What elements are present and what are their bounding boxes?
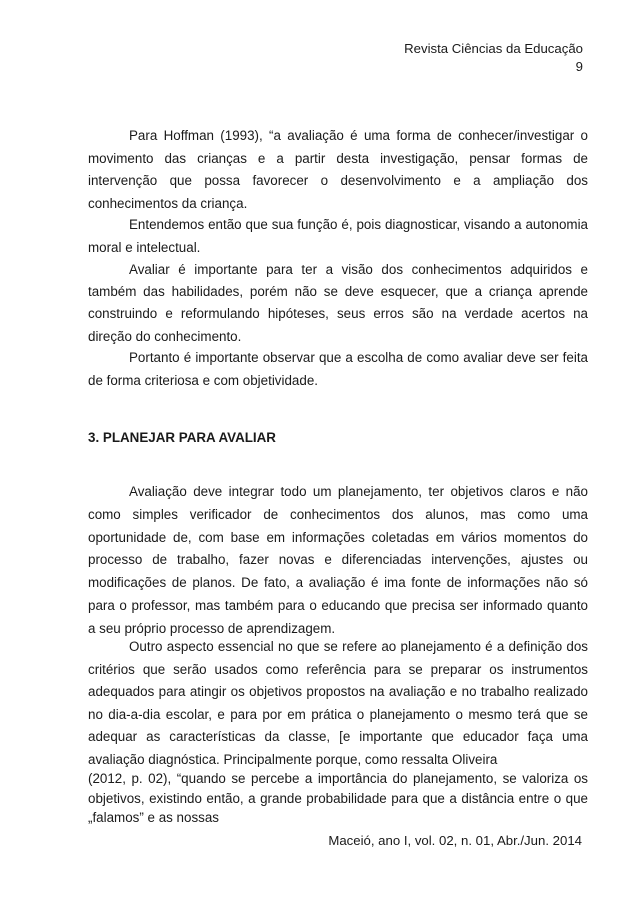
page-number: 9: [575, 59, 583, 74]
paragraph-funcao: Entendemos então que sua função é, pois diagnosticar, visando a autonomia moral e intelectual.: [88, 217, 588, 255]
paragraph-hoffman: Para Hoffman (1993), “a avaliação é uma forma de conhecer/investigar o movimento das crianças e a partir desta investigação, pensar formas de intervenção que possa favorecer o desenvolvimento e a ampliação dos conhecimentos da criança.: [88, 128, 588, 211]
journal-title: Revista Ciências da Educação: [404, 41, 583, 56]
page-header: [404, 40, 583, 76]
paragraph-portanto: Portanto é importante observar que a escolha de como avaliar deve ser feita de forma criteriosa e com objetividade.: [88, 350, 588, 388]
paragraph-avaliar: Avaliar é importante para ter a visão dos conhecimentos adquiridos e também das habilidades, porém não se deve esquecer, que a criança aprende construindo e reformulando hipóteses, seus erros são na verdade acertos na direção do conhecimento.: [88, 262, 588, 344]
paragraph-oliveira-quote: (2012, p. 02), “quando se percebe a importância do planejamento, se valoriza os objetivos, existindo então, a grande probabilidade para que a distância entre o que „falamos” e as nossas: [88, 771, 588, 825]
page-footer: Maceió, ano I, vol. 02, n. 01, Abr./Jun. 2014: [328, 833, 582, 848]
section-heading: 3. PLANEJAR PARA AVALIAR: [88, 430, 276, 445]
paragraph-outro-aspecto: Outro aspecto essencial no que se refere ao planejamento é a definição dos critérios que serão usados como referência para se preparar os instrumentos adequados para atingir os objetivos propostos na avaliação e no trabalho realizado no dia-a-dia escolar, e para por em prática o planejamento o mesmo terá que se adequar as características da classe, [e importante que educador faça uma avaliação diagnóstica. Principalmente porque, como ressalta Oliveira: [88, 639, 588, 767]
paragraph-planejamento: Avaliação deve integrar todo um planejamento, ter objetivos claros e não como simples verificador de conhecimentos dos alunos, mas como uma oportunidade de, com base em informações coletadas em vários momentos do processo de trabalho, fazer novas e diferenciadas intervenções, ajustes ou modificações de planos. De fato, a avaliação é ima fonte de informações não só para o professor, mas também para o educando que precisa ser informado quanto a seu próprio processo de aprendizagem.: [88, 484, 588, 636]
